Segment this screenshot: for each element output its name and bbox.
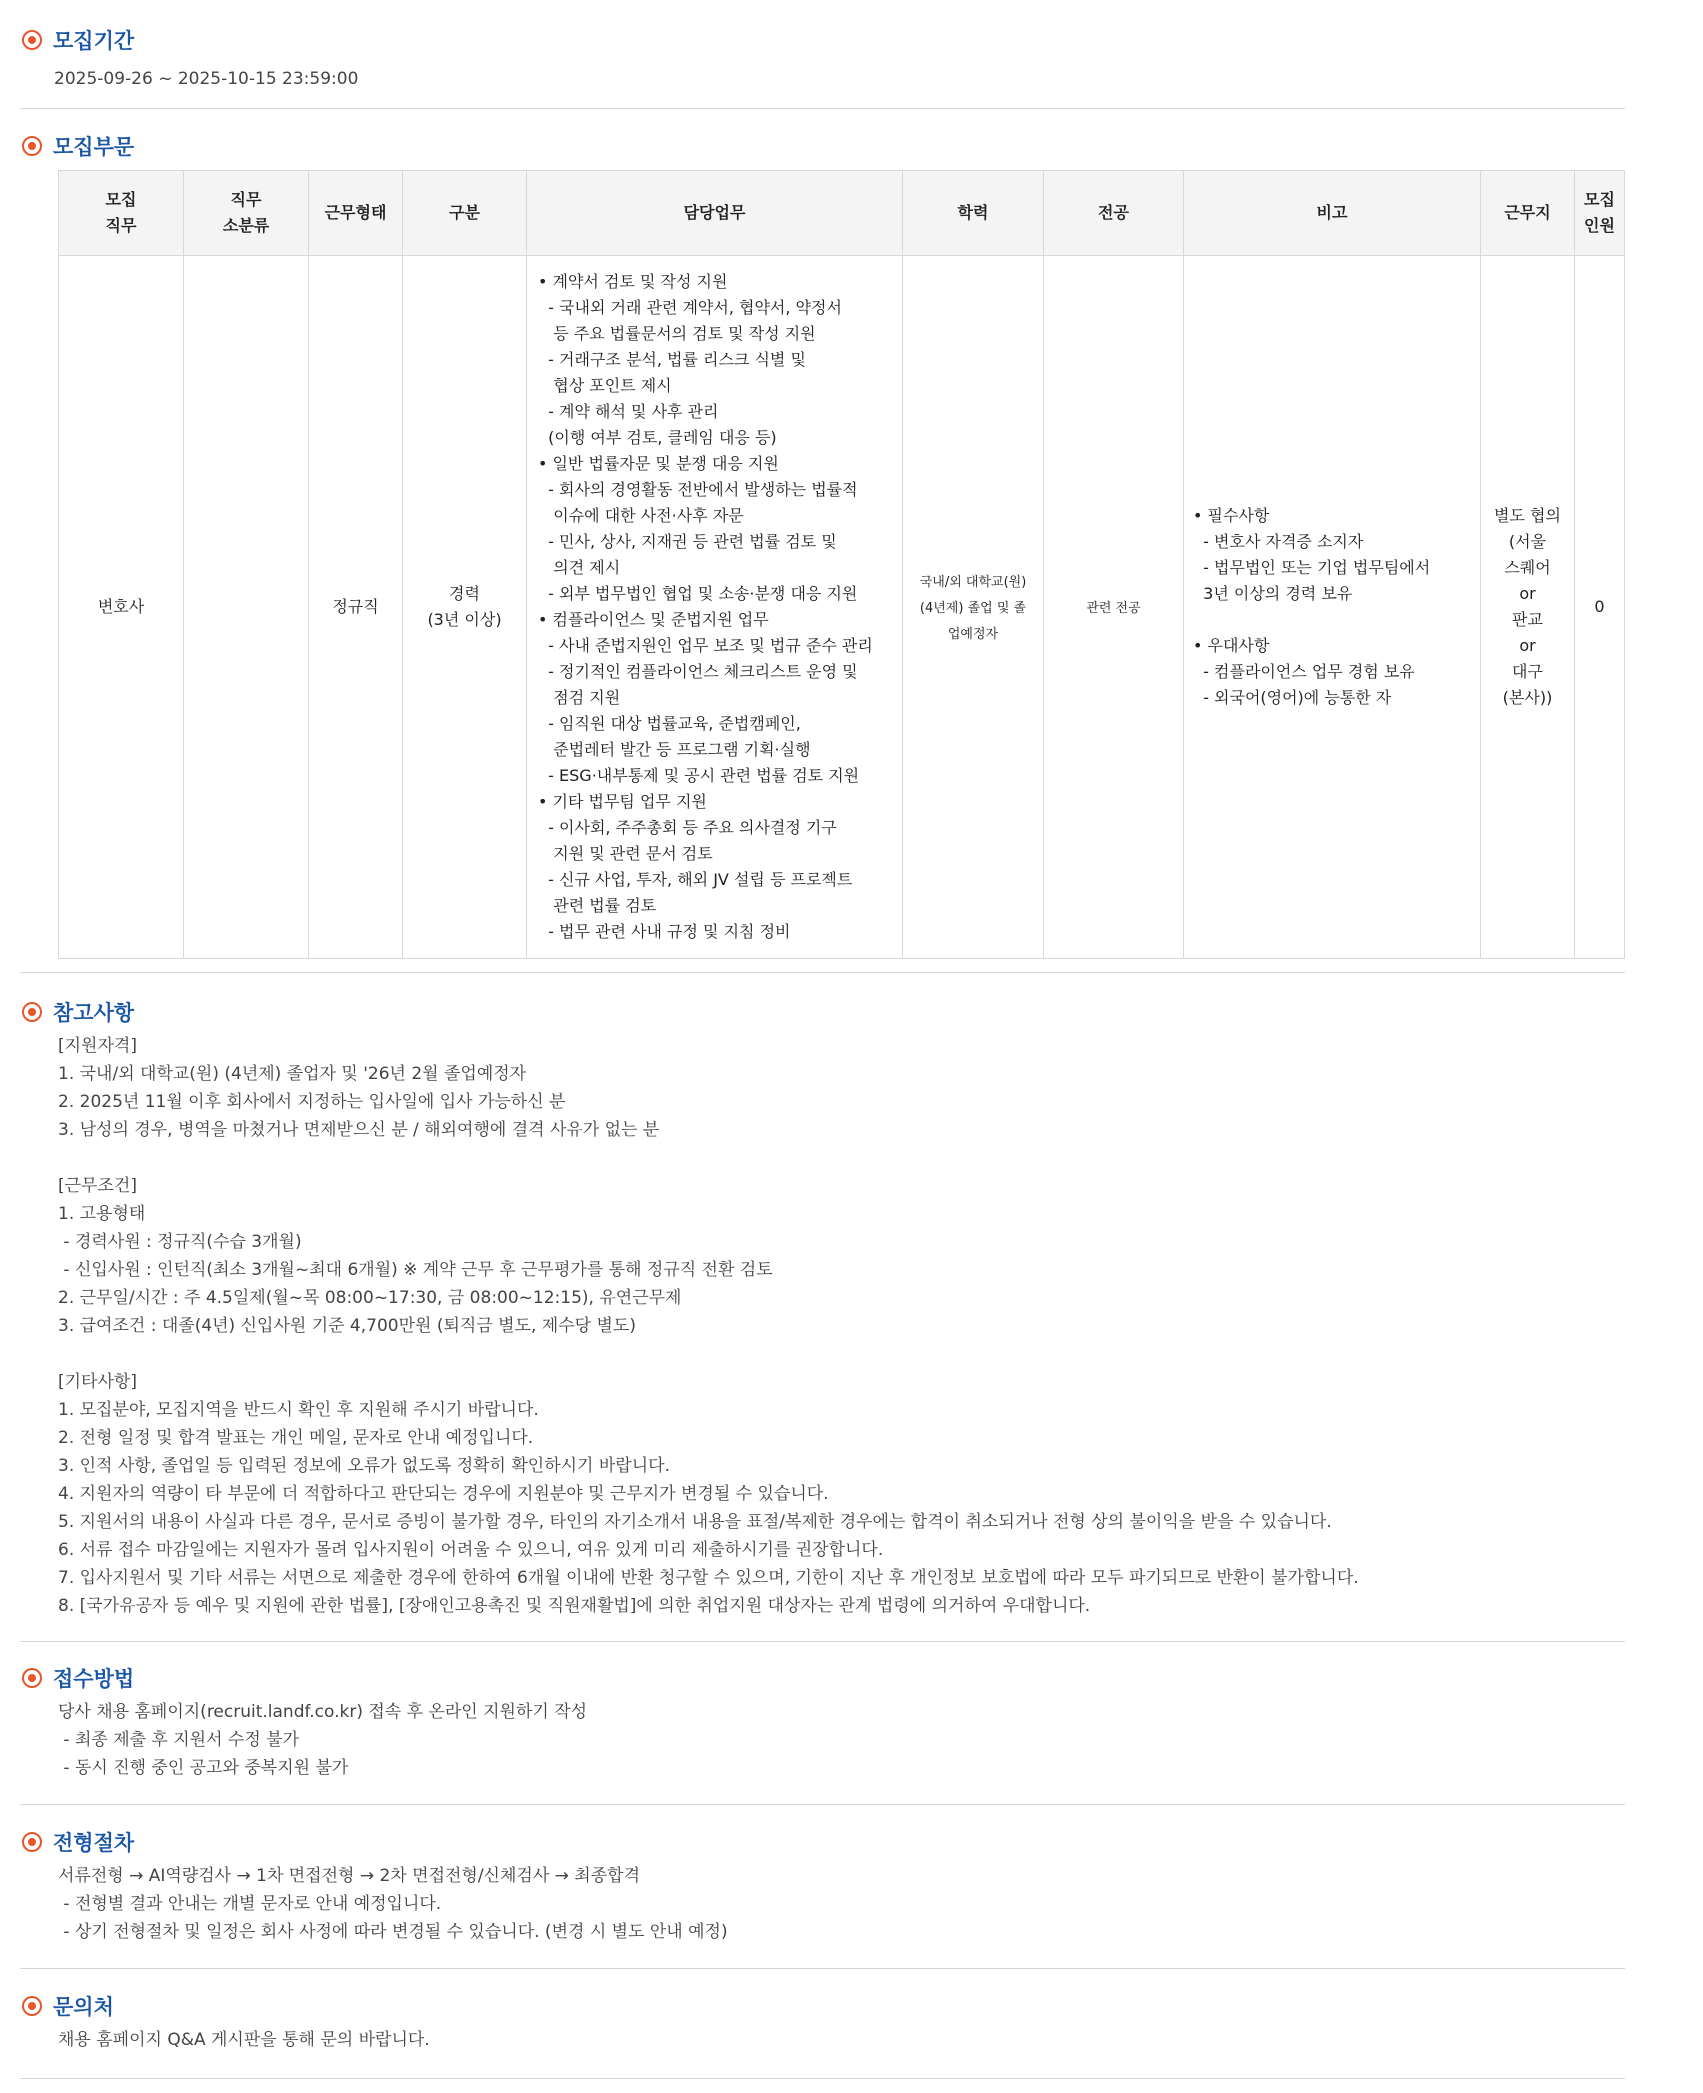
duty-item: - 외부 법무법인 협업 및 소송·분쟁 대응 지원 bbox=[538, 584, 858, 603]
headcount-cell: 0 bbox=[1575, 256, 1625, 959]
duty-item: 관련 법률 검토 bbox=[538, 896, 657, 915]
notes-line: [지원자격] bbox=[58, 1036, 137, 1056]
duty-item: - 계약 해석 및 사후 관리 bbox=[538, 402, 719, 421]
duty-item: - 법무 관련 사내 규정 및 지침 정비 bbox=[538, 922, 791, 941]
notes-line: - 경력사원 : 정규직(수습 3개월) bbox=[58, 1232, 302, 1252]
notes-line: - 신입사원 : 인턴직(최소 3개월~최대 6개월) ※ 계약 근무 후 근무평가를 통해 정규직 전환 검토 bbox=[58, 1260, 773, 1280]
duties-cell bbox=[527, 256, 903, 959]
apply-lines bbox=[20, 1698, 1625, 1782]
header-cell: 비고 bbox=[1184, 171, 1481, 256]
note-item: • 우대사항 bbox=[1193, 636, 1270, 655]
duty-item: • 일반 법률자문 및 분쟁 대응 지원 bbox=[538, 454, 779, 473]
note-item: • 필수사항 bbox=[1193, 506, 1270, 525]
education-cell: 국내/외 대학교(원) (4년제) 졸업 및 졸 업예정자 bbox=[903, 256, 1044, 959]
section-period bbox=[20, 20, 1625, 93]
notes-line: 3. 급여조건 : 대졸(4년) 신입사원 기준 4,700만원 (퇴직금 별도, 제수당 별도) bbox=[58, 1316, 636, 1336]
section-title: 문의처 bbox=[53, 1995, 114, 2019]
notes-line: 4. 지원자의 역량이 타 부문에 더 적합하다고 판단되는 경우에 지원분야 및 근무지가 변경될 수 있습니다. bbox=[58, 1484, 829, 1504]
notes-line bbox=[58, 1144, 1625, 1172]
notes-line: 2. 전형 일정 및 합격 발표는 개인 메일, 문자로 안내 예정입니다. bbox=[58, 1428, 534, 1448]
section-header bbox=[20, 1986, 1625, 2026]
section-notes bbox=[20, 992, 1625, 1620]
note-item bbox=[1193, 607, 1479, 633]
notes-line: 6. 서류 접수 마감일에는 지원자가 몰려 입사지원이 어려울 수 있으니, 여유 있게 미리 제출하시기를 권장합니다. bbox=[58, 1540, 884, 1560]
note-item: - 외국어(영어)에 능통한 자 bbox=[1193, 688, 1392, 707]
section-title: 전형절차 bbox=[53, 1831, 135, 1855]
notes-line: 8. [국가유공자 등 예우 및 지원에 관한 법률], [장애인고용촉진 및 직원재활법]에 의한 취업지원 대상자는 관계 법령에 의거하여 우대합니다. bbox=[58, 1596, 1091, 1616]
duty-item: 이슈에 대한 사전·사후 자문 bbox=[538, 506, 744, 525]
duty-item: - 임직원 대상 법률교육, 준법캠페인, bbox=[538, 714, 801, 733]
notes-line: 2. 근무일/시간 : 주 4.5일제(월~목 08:00~17:30, 금 08:00~12:15), 유연근무제 bbox=[58, 1288, 682, 1308]
section-contact bbox=[20, 1986, 1625, 2054]
notes-line bbox=[58, 1340, 1625, 1368]
section-process bbox=[20, 1822, 1625, 1946]
notes-list bbox=[1185, 503, 1479, 711]
section-title: 참고사항 bbox=[53, 1001, 135, 1025]
job-cell: 변호사 bbox=[59, 256, 184, 959]
notes-line: 5. 지원서의 내용이 사실과 다른 경우, 문서로 증빙이 불가할 경우, 타인의 자기소개서 내용을 표절/복제한 경우에는 합격이 취소되거나 전형 상의 불이익을 받을 수 있습니다. bbox=[58, 1512, 1332, 1532]
duty-item: - 회사의 경영활동 전반에서 발생하는 법률적 bbox=[538, 480, 858, 499]
duty-item: - ESG·내부통제 및 공시 관련 법률 검토 지원 bbox=[538, 766, 860, 785]
target-bullet-icon bbox=[22, 136, 42, 156]
duty-item: - 정기적인 컴플라이언스 체크리스트 운영 및 bbox=[538, 662, 858, 681]
header-cell: 구분 bbox=[403, 171, 527, 256]
duty-item: 지원 및 관련 문서 검토 bbox=[538, 844, 713, 863]
target-bullet-icon bbox=[22, 1996, 42, 2016]
duties-list bbox=[528, 269, 901, 945]
target-bullet-icon bbox=[22, 1668, 42, 1688]
location-cell: 별도 협의 (서울 스퀘어 or 판교 or 대구 (본사)) bbox=[1481, 256, 1575, 959]
duty-item: 등 주요 법률문서의 검토 및 작성 지원 bbox=[538, 324, 816, 343]
table-row bbox=[59, 256, 1625, 959]
note-item: 3년 이상의 경력 보유 bbox=[1193, 584, 1353, 603]
period-value: 2025-09-26 ~ 2025-10-15 23:59:00 bbox=[54, 69, 359, 89]
notes-cell bbox=[1184, 256, 1481, 959]
duty-item: (이행 여부 검토, 클레임 대응 등) bbox=[538, 428, 777, 447]
section-title: 모집부문 bbox=[53, 135, 135, 159]
employment-type-cell: 정규직 bbox=[309, 256, 403, 959]
notes-line: 7. 입사지원서 및 기타 서류는 서면으로 제출한 경우에 한하여 6개월 이내에 반환 청구할 수 있으며, 기한이 지난 후 개인정보 보호법에 따라 모두 파기되므로 반환이 불가합니다. bbox=[58, 1568, 1359, 1588]
duty-item: • 컴플라이언스 및 준법지원 업무 bbox=[538, 610, 769, 629]
notes-line: 3. 인적 사항, 졸업일 등 입력된 정보에 오류가 없도록 정확히 확인하시기 바랍니다. bbox=[58, 1456, 670, 1476]
divider bbox=[20, 972, 1625, 973]
section-header bbox=[20, 1658, 1625, 1698]
header-cell: 모집 인원 bbox=[1575, 171, 1625, 256]
section-header bbox=[20, 992, 1625, 1032]
duty-item: - 민사, 상사, 지재권 등 관련 법률 검토 및 bbox=[538, 532, 837, 551]
process-lines bbox=[20, 1862, 1625, 1946]
duty-item: - 국내외 거래 관련 계약서, 협약서, 약정서 bbox=[538, 298, 842, 317]
header-cell: 근무지 bbox=[1481, 171, 1575, 256]
notes-line: 1. 모집분야, 모집지역을 반드시 확인 후 지원해 주시기 바랍니다. bbox=[58, 1400, 539, 1420]
target-bullet-icon bbox=[22, 1832, 42, 1852]
duty-item: 점검 지원 bbox=[538, 688, 621, 707]
notes-line: [근무조건] bbox=[58, 1176, 137, 1196]
process-line: 서류전형 → AI역량검사 → 1차 면접전형 → 2차 면접전형/신체검사 → 최종합격 bbox=[58, 1866, 640, 1886]
target-bullet-icon bbox=[22, 1002, 42, 1022]
process-line: - 상기 전형절차 및 일정은 회사 사정에 따라 변경될 수 있습니다. (변경 시 별도 안내 예정) bbox=[58, 1922, 728, 1942]
header-cell: 모집 직무 bbox=[59, 171, 184, 256]
divider bbox=[20, 1968, 1625, 1969]
duty-item: 의견 제시 bbox=[538, 558, 621, 577]
note-item: - 법무법인 또는 기업 법무팀에서 bbox=[1193, 558, 1431, 577]
contact-value: 채용 홈페이지 Q&A 게시판을 통해 문의 바랍니다. bbox=[58, 2030, 430, 2050]
target-bullet-icon bbox=[22, 30, 42, 50]
duty-item: - 신규 사업, 투자, 해외 JV 설립 등 프로젝트 bbox=[538, 870, 853, 889]
apply-line: - 최종 제출 후 지원서 수정 불가 bbox=[58, 1730, 300, 1750]
notes-line: 1. 국내/외 대학교(원) (4년제) 졸업자 및 '26년 2월 졸업예정자 bbox=[58, 1064, 527, 1084]
section-title: 접수방법 bbox=[53, 1667, 135, 1691]
major-cell: 관련 전공 bbox=[1044, 256, 1184, 959]
notes-line: 2. 2025년 11월 이후 회사에서 지정하는 입사일에 입사 가능하신 분 bbox=[58, 1092, 566, 1112]
apply-line: 당사 채용 홈페이지(recruit.landf.co.kr) 접속 후 온라인 지원하기 작성 bbox=[58, 1702, 588, 1722]
notes-line: 3. 남성의 경우, 병역을 마쳤거나 면제받으신 분 / 해외여행에 결격 사유가 없는 분 bbox=[58, 1120, 660, 1140]
section-header bbox=[20, 20, 1625, 60]
section-apply bbox=[20, 1658, 1625, 1782]
divider bbox=[20, 2078, 1625, 2079]
duty-item: - 사내 준법지원인 업무 보조 및 법규 준수 관리 bbox=[538, 636, 873, 655]
divider bbox=[20, 1804, 1625, 1805]
apply-line: - 동시 진행 중인 공고와 중복지원 불가 bbox=[58, 1758, 349, 1778]
note-item: - 컴플라이언스 업무 경험 보유 bbox=[1193, 662, 1415, 681]
section-title: 모집기간 bbox=[53, 29, 135, 53]
header-cell: 근무형태 bbox=[309, 171, 403, 256]
divider bbox=[20, 108, 1625, 109]
notes-lines bbox=[20, 1032, 1625, 1620]
header-cell: 담당업무 bbox=[527, 171, 903, 256]
section-header bbox=[20, 1822, 1625, 1862]
notes-line: 1. 고용형태 bbox=[58, 1204, 146, 1224]
header-cell: 전공 bbox=[1044, 171, 1184, 256]
note-item: - 변호사 자격증 소지자 bbox=[1193, 532, 1364, 551]
header-cell: 학력 bbox=[903, 171, 1044, 256]
duty-item: • 계약서 검토 및 작성 지원 bbox=[538, 272, 728, 291]
category-cell: 경력 (3년 이상) bbox=[403, 256, 527, 959]
table-header-row bbox=[59, 171, 1625, 256]
subcategory-cell bbox=[184, 256, 309, 959]
duty-item: - 이사회, 주주총회 등 주요 의사결정 기구 bbox=[538, 818, 837, 837]
divider bbox=[20, 1641, 1625, 1642]
notes-line: [기타사항] bbox=[58, 1372, 137, 1392]
duty-item: 준법레터 발간 등 프로그램 기획·실행 bbox=[538, 740, 811, 759]
duty-item: - 거래구조 분석, 법률 리스크 식별 및 bbox=[538, 350, 806, 369]
process-line: - 전형별 결과 안내는 개별 문자로 안내 예정입니다. bbox=[58, 1894, 442, 1914]
section-division bbox=[20, 126, 1625, 166]
duty-item: • 기타 법무팀 업무 지원 bbox=[538, 792, 707, 811]
header-cell: 직무 소분류 bbox=[184, 171, 309, 256]
section-header bbox=[20, 126, 1625, 166]
recruit-table bbox=[58, 170, 1625, 959]
duty-item: 협상 포인트 제시 bbox=[538, 376, 672, 395]
